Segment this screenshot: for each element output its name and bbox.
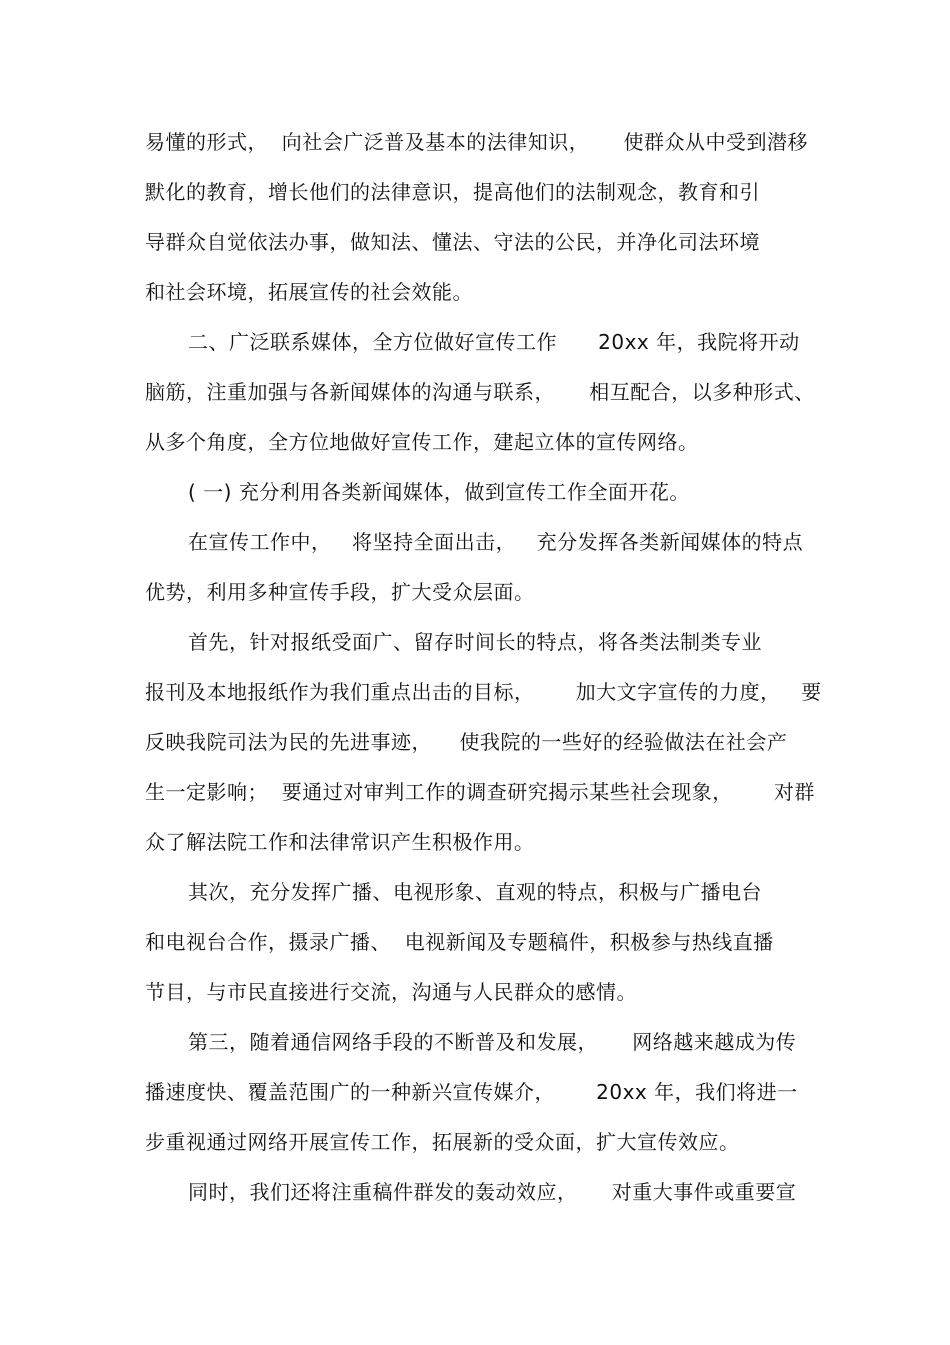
text-line: 在宣传工作中， 将坚持全面出击， 充分发挥各类新闻媒体的特点	[188, 530, 804, 554]
text-line: 节目，与市民直接进行交流，沟通与人民群众的感情。	[145, 980, 637, 1004]
subsection-heading: ( 一) 充分利用各类新闻媒体，做到宣传工作全面开花。	[188, 480, 690, 504]
text-line: 和电视台合作，摄录广播、 电视新闻及专题稿件，积极参与热线直播	[145, 930, 774, 954]
text-line: 从多个角度，全方位地做好宣传工作，建起立体的宣传网络。	[145, 430, 699, 454]
text-line: 默化的教育，增长他们的法律意识，提高他们的法制观念，教育和引	[145, 180, 760, 204]
text-line: 生一定影响； 要通过对审判工作的调查研究揭示某些社会现象， 对群	[145, 780, 815, 804]
text-line: 易懂的形式， 向社会广泛普及基本的法律知识， 使群众从中受到潜移	[145, 130, 809, 154]
text-line: 第三，随着通信网络手段的不断普及和发展， 网络越来越成为传	[188, 1030, 797, 1054]
section-heading: 二、广泛联系媒体，全方位做好宣传工作 20xx 年，我院将开动	[188, 330, 800, 354]
text-line: 导群众自觉依法办事，做知法、懂法、守法的公民，并净化司法环境	[145, 230, 760, 254]
text-line: 和社会环境，拓展宣传的社会效能。	[145, 280, 473, 304]
text-line: 其次，充分发挥广播、电视形象、直观的特点，积极与广播电台	[188, 880, 762, 904]
text-line: 优势，利用多种宣传手段，扩大受众层面。	[145, 580, 535, 604]
text-line: 反映我院司法为民的先进事迹， 使我院的一些好的经验做法在社会产	[145, 730, 788, 754]
text-line: 报刊及本地报纸作为我们重点出击的目标， 加大文字宣传的力度， 要	[145, 680, 822, 704]
text-line: 步重视通过网络开展宣传工作，拓展新的受众面，扩大宣传效应。	[145, 1130, 740, 1154]
text-line: 播速度快、覆盖范围广的一种新兴宣传媒介， 20xx 年，我们将进一	[145, 1080, 798, 1104]
text-line: 首先，针对报纸受面广、留存时间长的特点，将各类法制类专业	[188, 630, 762, 654]
text-line: 脑筋，注重加强与各新闻媒体的沟通与联系， 相互配合，以多种形式、	[145, 380, 815, 404]
text-line: 同时，我们还将注重稿件群发的轰动效应， 对重大事件或重要宣	[188, 1180, 797, 1204]
text-line: 众了解法院工作和法律常识产生积极作用。	[145, 830, 535, 854]
